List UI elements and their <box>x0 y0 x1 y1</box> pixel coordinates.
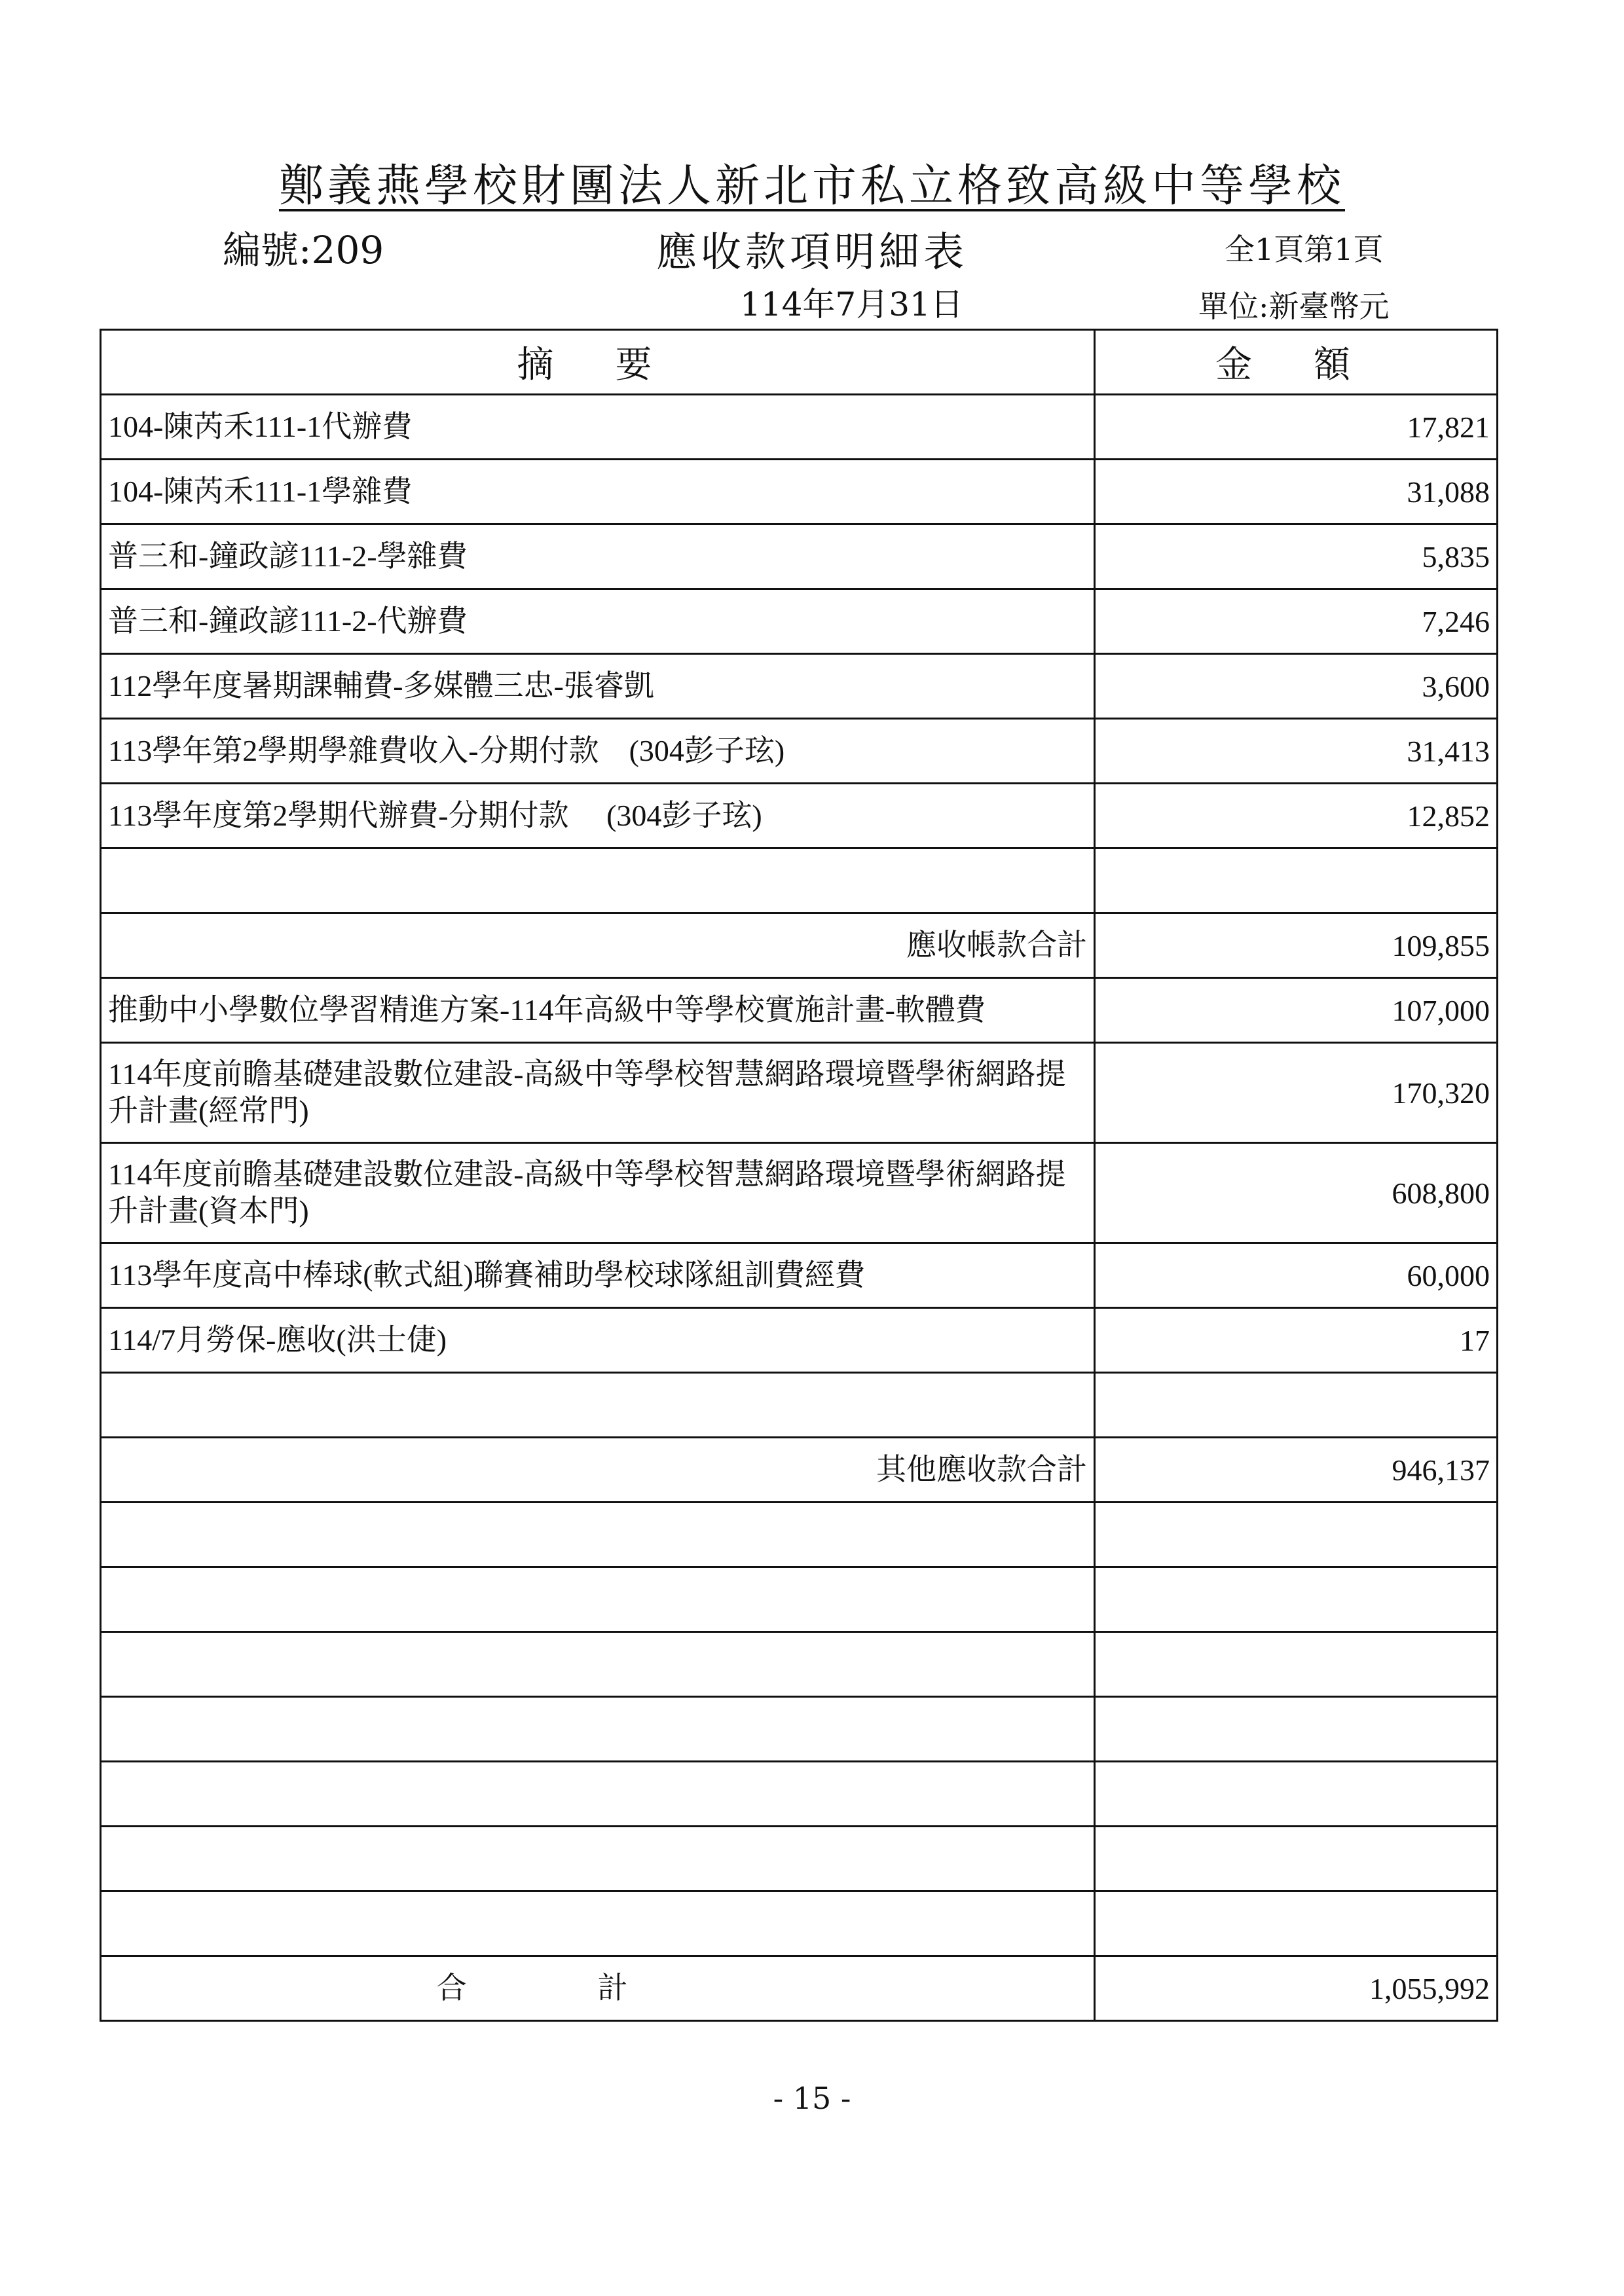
grand-total-amount: 1,055,992 <box>1094 1956 1497 2021</box>
row-amount: 5,835 <box>1094 524 1497 589</box>
subtotal-amount: 946,137 <box>1094 1438 1497 1503</box>
empty-cell <box>101 1762 1095 1827</box>
row-description: 104-陳芮禾111-1代辦費 <box>101 395 1095 460</box>
empty-row <box>101 1373 1498 1438</box>
row-amount: 608,800 <box>1094 1143 1497 1243</box>
row-description: 114年度前瞻基礎建設數位建設-高級中等學校智慧網路環境暨學術網路提升計畫(資本門) <box>101 1143 1095 1243</box>
empty-cell <box>1094 1632 1497 1697</box>
table-row <box>101 654 1498 719</box>
empty-row <box>101 1762 1498 1827</box>
document-title: 鄭義燕學校財團法人新北市私立格致高級中等學校 <box>278 160 1345 212</box>
empty-cell <box>1094 1827 1497 1891</box>
row-description: 普三和-鐘政諺111-2-代辦費 <box>101 589 1095 654</box>
table-row <box>101 784 1498 848</box>
row-amount: 31,088 <box>1094 460 1497 524</box>
row-amount: 60,000 <box>1094 1243 1497 1308</box>
subtotal-row-other <box>101 1438 1498 1503</box>
page-number: - 15 - <box>773 2081 851 2116</box>
empty-cell <box>1094 1503 1497 1567</box>
row-amount: 17 <box>1094 1308 1497 1373</box>
row-description: 113學年度第2學期代辦費-分期付款 (304彭子玹) <box>101 784 1095 848</box>
column-header-description: 摘 要 <box>101 330 1095 395</box>
empty-cell <box>1094 1567 1497 1632</box>
table-row <box>101 1243 1498 1308</box>
currency-unit: 單位:新臺幣元 <box>1198 289 1390 324</box>
subtotal-amount: 109,855 <box>1094 913 1497 978</box>
empty-cell <box>101 1827 1095 1891</box>
page-info: 全1頁第1頁 <box>1225 232 1384 267</box>
table-row <box>101 1308 1498 1373</box>
empty-cell <box>1094 848 1497 913</box>
row-description: 104-陳芮禾111-1學雜費 <box>101 460 1095 524</box>
empty-cell <box>101 1373 1095 1438</box>
table-row <box>101 719 1498 784</box>
table-row <box>101 524 1498 589</box>
report-date: 114年7月31日 <box>740 285 963 323</box>
empty-row <box>101 1567 1498 1632</box>
empty-row <box>101 848 1498 913</box>
grand-total-row <box>101 1956 1498 2021</box>
row-description: 113學年第2學期學雜費收入-分期付款 (304彭子玹) <box>101 719 1095 784</box>
table-row <box>101 589 1498 654</box>
row-description: 114/7月勞保-應收(洪士倢) <box>101 1308 1095 1373</box>
empty-row <box>101 1891 1498 1956</box>
row-amount: 31,413 <box>1094 719 1497 784</box>
row-amount: 170,320 <box>1094 1043 1497 1143</box>
empty-cell <box>101 1891 1095 1956</box>
empty-cell <box>1094 1762 1497 1827</box>
table-header-row <box>101 330 1498 395</box>
row-description: 推動中小學數位學習精進方案-114年高級中等學校實施計畫-軟體費 <box>101 978 1095 1043</box>
document-code: 編號:209 <box>223 228 384 272</box>
empty-cell <box>101 1503 1095 1567</box>
row-amount: 17,821 <box>1094 395 1497 460</box>
empty-row <box>101 1697 1498 1762</box>
table-row <box>101 460 1498 524</box>
row-amount: 107,000 <box>1094 978 1497 1043</box>
empty-row <box>101 1827 1498 1891</box>
table-row <box>101 1043 1498 1143</box>
row-description: 114年度前瞻基礎建設數位建設-高級中等學校智慧網路環境暨學術網路提升計畫(經常門) <box>101 1043 1095 1143</box>
empty-cell <box>1094 1697 1497 1762</box>
grand-total-label: 合計 <box>101 1956 1095 2021</box>
table-row <box>101 1143 1498 1243</box>
subtotal-label: 其他應收款合計 <box>101 1438 1095 1503</box>
empty-row <box>101 1632 1498 1697</box>
empty-cell <box>101 1697 1095 1762</box>
empty-cell <box>101 848 1095 913</box>
empty-row <box>101 1503 1498 1567</box>
row-description: 112學年度暑期課輔費-多媒體三忠-張睿凱 <box>101 654 1095 719</box>
row-amount: 3,600 <box>1094 654 1497 719</box>
row-amount: 12,852 <box>1094 784 1497 848</box>
table-row <box>101 395 1498 460</box>
row-description: 113學年度高中棒球(軟式組)聯賽補助學校球隊組訓費經費 <box>101 1243 1095 1308</box>
subtotal-label: 應收帳款合計 <box>101 913 1095 978</box>
column-header-amount: 金 額 <box>1094 330 1497 395</box>
empty-cell <box>101 1632 1095 1697</box>
empty-cell <box>101 1567 1095 1632</box>
subtotal-row-receivables <box>101 913 1498 978</box>
empty-cell <box>1094 1373 1497 1438</box>
document-subtitle: 應收款項明細表 <box>655 228 968 276</box>
empty-cell <box>1094 1891 1497 1956</box>
row-description: 普三和-鐘政諺111-2-學雜費 <box>101 524 1095 589</box>
table-row <box>101 978 1498 1043</box>
receivables-table <box>100 329 1498 2022</box>
row-amount: 7,246 <box>1094 589 1497 654</box>
